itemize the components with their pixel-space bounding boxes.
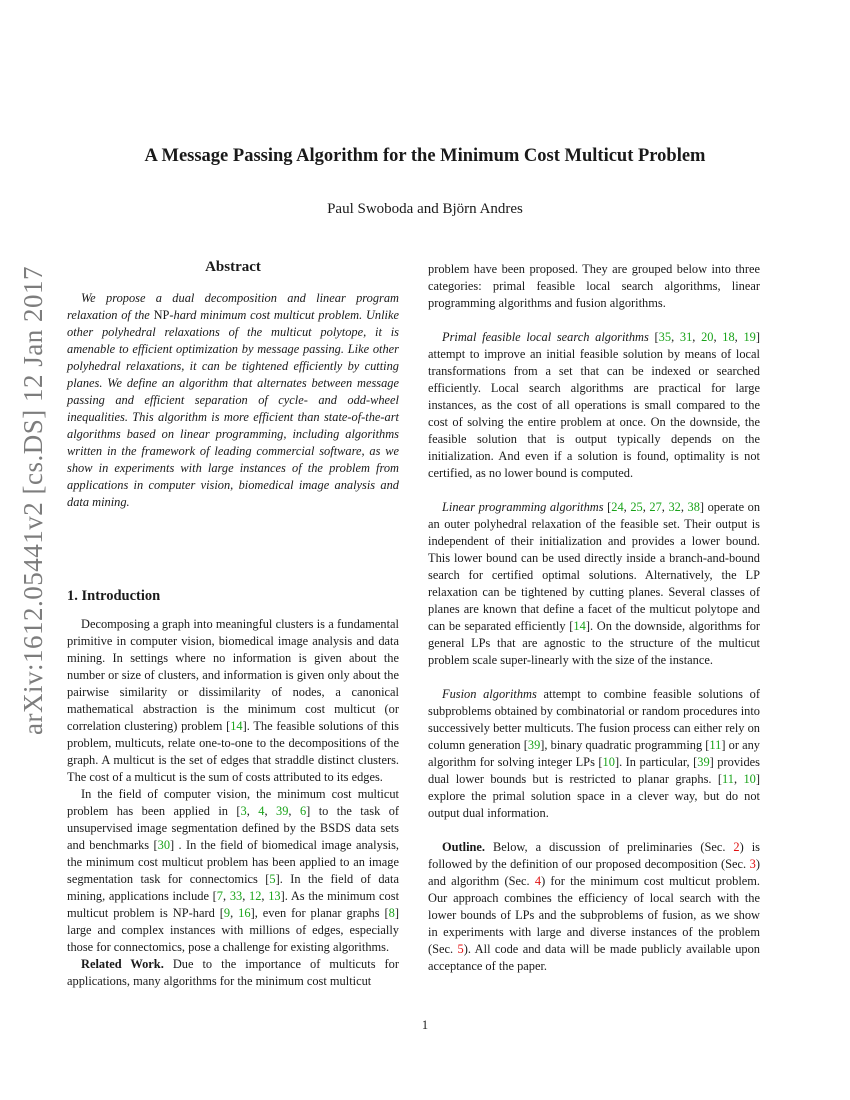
introduction-heading: 1. Introduction [67,588,161,604]
related-work-continued: problem have been proposed. They are grouped below into three categories: primal feasible local search algorithms, linear programming algorithms and fusion algorithms. [428,262,760,310]
citation-link[interactable]: 14 [573,619,586,633]
citation-link[interactable]: 18 [722,330,735,344]
fusion-label: Fusion algorithms [442,687,537,701]
citation-link[interactable]: 11 [709,738,722,752]
citation-link[interactable]: 32 [668,500,681,514]
citation-link[interactable]: 9 [223,906,231,920]
primal-label: Primal feasible local search algorithms [442,330,649,344]
citation-link[interactable]: 12 [249,889,262,903]
citation-link[interactable]: 24 [611,500,624,514]
citation-link[interactable]: 8 [388,906,395,920]
related-work-label: Related Work. [81,957,164,971]
left-column [67,258,399,990]
section-ref-link[interactable]: 4 [534,874,542,888]
section-ref-link[interactable]: 3 [749,857,756,871]
paper-authors: Paul Swoboda and Björn Andres [327,201,523,217]
citation-link[interactable]: 10 [602,755,615,769]
citation-link[interactable]: 19 [743,330,756,344]
citation-link[interactable]: 5 [269,872,276,886]
citation-link[interactable]: 39 [276,804,289,818]
citation-link[interactable]: 31 [679,330,693,344]
page-number: 1 [421,1018,429,1032]
citation-link[interactable]: 30 [157,838,171,852]
lp-label: Linear programming algorithms [442,500,604,514]
citation-link[interactable]: 4 [258,804,265,818]
right-column [428,261,760,975]
related-work-paragraph: Related Work. Due to the importance of multicuts for applications, many algorithms for the minimum cost multicut [67,957,399,988]
citation-link[interactable]: 25 [630,500,643,514]
paper-title: A Message Passing Algorithm for the Minimum Cost Multicut Problem [144,146,706,166]
intro-paragraph-1: Decomposing a graph into meaningful clusters is a fundamental primitive in computer vision, biomedical image analysis and data mining. In settings where no information is given about the number or size of clusters, and information is given only about the pairwise similarity or dissimilarity of nodes, a canonical mathematical abstraction is the minimum cost multicut (or correlation clustering) problem [14]. The feasible solutions of this problem, multicuts, relate one-to-one to the decompositions of the graph. A multicut is the set of edges that straddle distinct clusters. The cost of a multicut is the sum of costs attributed to its edges. [67,617,399,784]
fusion-paragraph: Fusion algorithms attempt to combine feasible solutions of subproblems obtained by combinatorial or random procedures into successively better multicuts. The fusion process can either rely on column generation [39], binary quadratic programming [11] or any algorithm for solving integer LPs [10]. In particular, [39] provides dual lower bounds but is restricted to planar graphs. [11, 10] explore the primal solution space in a clever way, but do not output dual information. [428,687,760,820]
citation-link[interactable]: 27 [649,500,662,514]
citation-link[interactable]: 16 [238,906,251,920]
citation-link[interactable]: 35 [658,330,672,344]
citation-link[interactable]: 3 [240,804,247,818]
citation-link[interactable]: 33 [229,889,243,903]
section-ref-link[interactable]: 5 [457,942,464,956]
arxiv-identifier: arXiv:1612.05441v2 [cs.DS] 12 Jan 2017 [17,265,48,735]
citation-link[interactable]: 38 [687,500,700,514]
citation-link[interactable]: 7 [216,889,223,903]
outline-label: Outline. [442,840,486,854]
citation-link[interactable]: 39 [697,755,710,769]
abstract-text: We propose a dual decomposition and linear program relaxation of the NP-hard minimum cost multicut problem. Unlike other polyhedral relaxations of the multicut polytope, it is amenable to efficient optimization by message passing. Like other polyhedral relaxations, it can be tightened efficiently by cutting planes. We define an algorithm that alternates between message passing and efficient separation of cycle- and odd-wheel inequalities. This algorithm is more efficient than state-of-the-art algorithms based on linear programming, including algorithms written in the framework of leading commercial software, as we show in experiments with large instances of the problem from applications in computer vision, biomedical image analysis and data mining. [67,291,399,509]
citation-link[interactable]: 14 [230,719,243,733]
citation-link[interactable]: 10 [743,772,756,786]
section-ref-link[interactable]: 2 [733,840,740,854]
primal-paragraph: Primal feasible local search algorithms [35, 31, 20, 18, 19] attempt to improve an initial feasible solution by means of local transformations from a set that can be indexed or searched efficiently. Local search algorithms are practical for large instances, as the cost of all operations is small compared to the cost of solving the entire problem at once. On the downside, the feasible solution that is output typically depends on the initialization. And even if a solution is found, optimality is not certified, as no lower bound is computed. [428,330,761,480]
citation-link[interactable]: 6 [299,804,307,818]
citation-link[interactable]: 11 [722,772,734,786]
abstract-heading: Abstract [205,259,261,275]
citation-link[interactable]: 13 [268,889,281,903]
citation-link[interactable]: 39 [527,738,541,752]
citation-link[interactable]: 20 [701,330,714,344]
lp-paragraph: Linear programming algorithms [24, 25, 27, 32, 38] operate on an outer polyhedral relaxation of the feasible set. Their output is independent of their initialization and provides a lower bound. This lower bound can be used directly inside a branch-and-bound search for certified optimal solutions. Alternatively, the LP relaxation can be tightened by cutting planes. Several classes of planes are known that define a facet of the multicut polytope and can be separated efficiently [14]. On the downside, algorithms for general LPs that are agnostic to the structure of the multicut problem scale super-linearly with the size of the instance. [428,500,761,667]
outline-paragraph: Outline. Below, a discussion of preliminaries (Sec. 2) is followed by the definition of our proposed decomposition (Sec. 3) and algorithm (Sec. 4) for the minimum cost multicut problem. Our approach combines the efficiency of local search with the lower bounds of LPs and the subproblems of fusion, as we show in experiments with large and diverse instances of the problem (Sec. 5). All code and data will be made publicly available upon acceptance of the paper. [428,840,760,973]
arxiv-sidebar [8,265,58,735]
intro-paragraph-2: In the field of computer vision, the minimum cost multicut problem has been applied in [3, 4, 39, 6] to the task of unsupervised image segmentation defined by the BSDS data sets and benchmarks [30] . In the field of biomedical image analysis, the minimum cost multicut problem has been applied to an image segmentation task for connectomics [5]. In the field of data mining, applications include [7, 33, 12, 13]. As the minimum cost multicut problem is NP-hard [9, 16], even for planar graphs [8] large and complex instances with millions of edges, especially those for connectomics, pose a challenge for existing algorithms. [67,787,400,954]
